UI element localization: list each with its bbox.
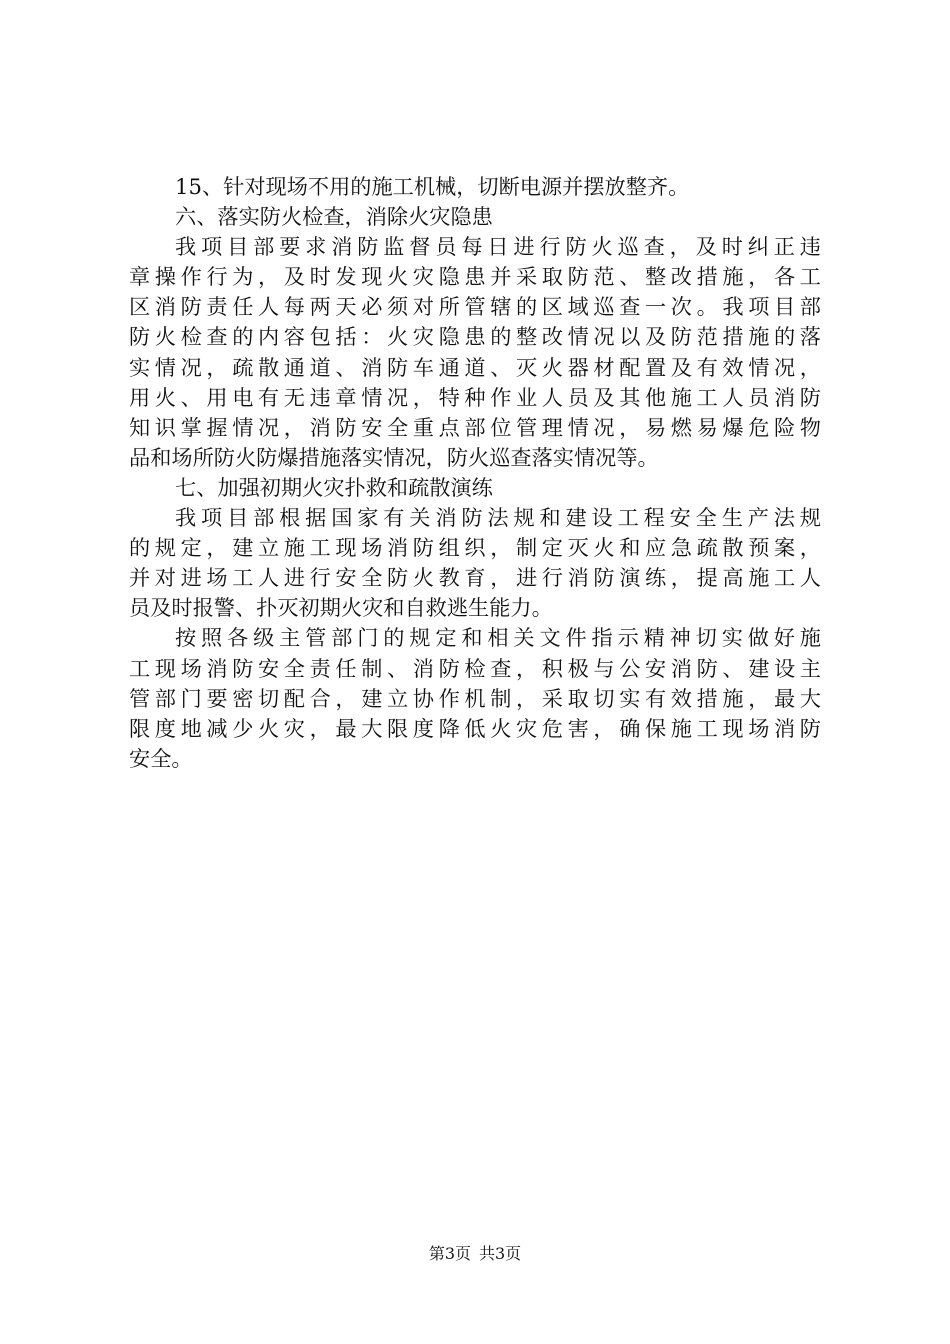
page-number: 第3页 [428, 1244, 471, 1263]
page-total: 共3页 [479, 1244, 522, 1263]
paragraph-line: 实情况，疏散通道、消防车通道、灭火器材配置及有效情况， [129, 354, 821, 380]
paragraph-line: 品和场所防火防爆措施落实情况，防火巡查落实情况等。 [129, 444, 659, 470]
paragraph-line: 的规定，建立施工现场消防组织，制定灭火和应急疏散预案， [129, 535, 821, 561]
paragraph-line: 并对进场工人进行安全防火教育，进行消防演练，提高施工人 [129, 565, 821, 591]
paragraph-line: 知识掌握情况，消防安全重点部位管理情况，易燃易爆危险物 [129, 414, 821, 440]
list-item-15: 15、针对现场不用的施工机械，切断电源并摆放整齐。 [175, 174, 690, 199]
paragraph-line: 我项目部要求消防监督员每日进行防火巡查，及时纠正违 [175, 234, 821, 260]
document-body [129, 172, 821, 774]
page-footer [0, 1242, 950, 1266]
paragraph-line: 工现场消防安全责任制、消防检查，积极与公安消防、建设主 [129, 655, 821, 681]
paragraph-line: 管部门要密切配合，建立协作机制，采取切实有效措施，最大 [129, 685, 821, 711]
paragraph-line: 安全。 [129, 745, 193, 771]
paragraph-line: 区消防责任人每两天必须对所管辖的区域巡查一次。我项目部 [129, 294, 821, 320]
paragraph-line: 章操作行为，及时发现火灾隐患并采取防范、整改措施，各工 [129, 264, 821, 290]
paragraph-line: 我项目部根据国家有关消防法规和建设工程安全生产法规 [175, 505, 821, 531]
paragraph-line: 按照各级主管部门的规定和相关文件指示精神切实做好施 [175, 625, 821, 651]
paragraph-line: 限度地减少火灾，最大限度降低火灾危害，确保施工现场消防 [129, 715, 821, 741]
section-heading-7: 七、加强初期火灾扑救和疏散演练 [175, 474, 493, 500]
paragraph-line: 用火、用电有无违章情况，特种作业人员及其他施工人员消防 [129, 384, 821, 410]
paragraph-line: 防火检查的内容包括：火灾隐患的整改情况以及防范措施的落 [129, 324, 821, 350]
paragraph-line: 员及时报警、扑灭初期火灾和自救逃生能力。 [129, 595, 553, 621]
section-heading-6: 六、落实防火检查，消除火灾隐患 [175, 204, 493, 230]
